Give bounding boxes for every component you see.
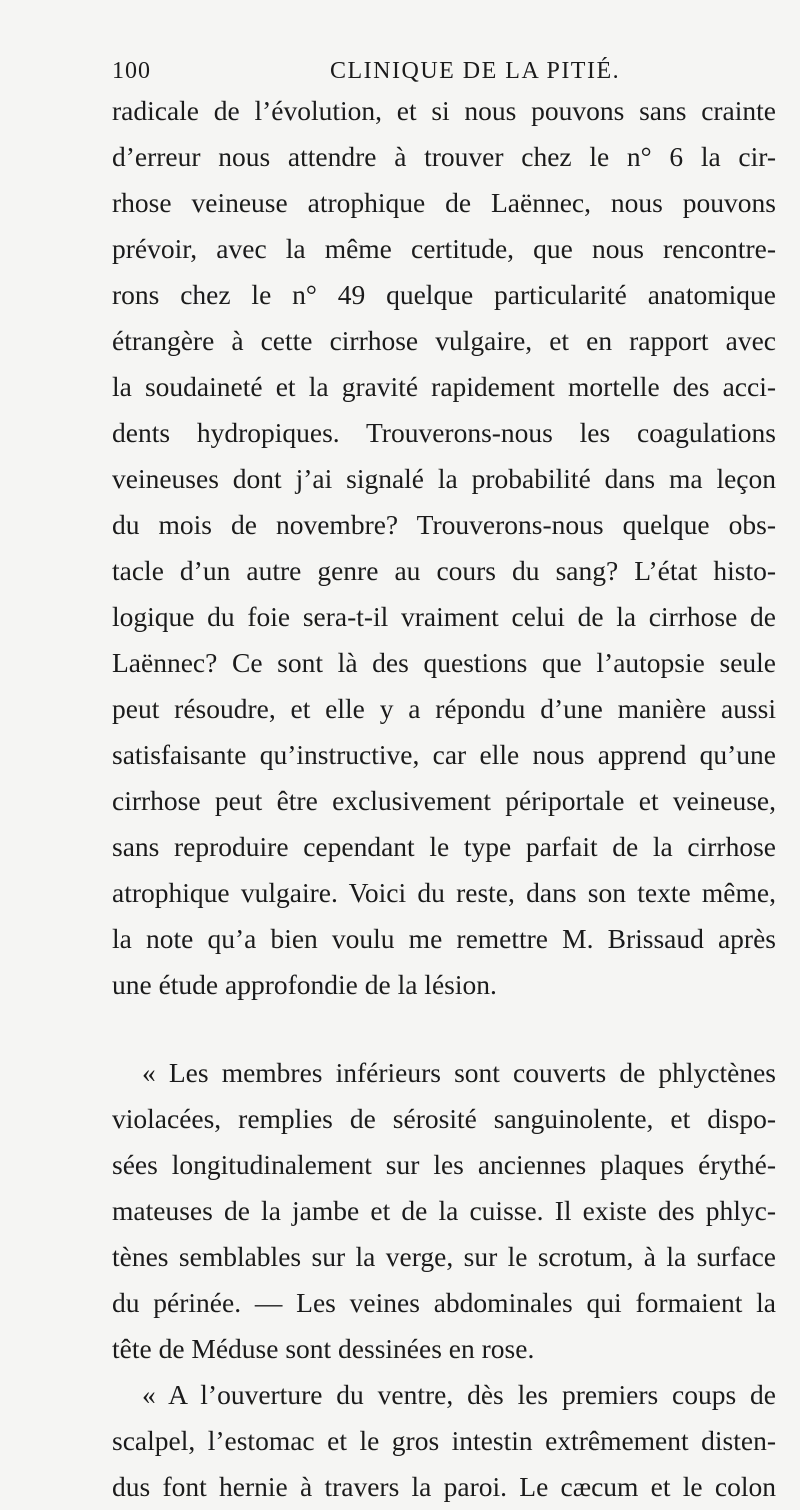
text-line: atrophique vulgaire. Voici du reste, dans son texte même, (112, 877, 776, 908)
text-line: mateuses de la jambe et de la cuisse. Il existe des phlyc- (112, 1195, 776, 1226)
paragraph-3 (112, 1372, 776, 1510)
page-number: 100 (112, 58, 151, 84)
text-line: tacle d’un autre genre au cours du sang? L’état histo- (112, 555, 776, 586)
text-line: violacées, remplies de sérosité sanguinolente, et dispo- (112, 1103, 776, 1134)
text-line: rhose veineuse atrophique de Laënnec, nous pouvons (112, 187, 776, 218)
text-line: dents hydropiques. Trouverons-nous les coagulations (112, 417, 776, 448)
text-line: prévoir, avec la même certitude, que nous rencontre- (112, 233, 776, 264)
text-line: scalpel, l’estomac et le gros intestin extrêmement disten- (112, 1425, 776, 1456)
text-line: sans reproduire cependant le type parfait de la cirrhose (112, 831, 776, 862)
text-line: du périnée. — Les veines abdominales qui formaient la (112, 1287, 776, 1318)
text-line: cirrhose peut être exclusivement périportale et veineuse, (112, 785, 776, 816)
text-line: veineuses dont j’ai signalé la probabilité dans ma leçon (112, 463, 776, 494)
text-line: tête de Méduse sont dessinées en rose. (112, 1333, 535, 1364)
text-line: radicale de l’évolution, et si nous pouvons sans crainte (112, 95, 776, 126)
text-line: rons chez le n° 49 quelque particularité anatomique (112, 279, 776, 310)
paragraph-2 (112, 1050, 776, 1372)
text-line: peut résoudre, et elle y a répondu d’une manière aussi (112, 693, 776, 724)
text-line: dus font hernie à travers la paroi. Le cæcum et le colon (112, 1471, 776, 1502)
text-line: étrangère à cette cirrhose vulgaire, et en rapport avec (112, 325, 776, 356)
paragraph-gap (112, 1008, 776, 1050)
running-title: CLINIQUE DE LA PITIÉ. (330, 58, 621, 84)
text-line: d’erreur nous attendre à trouver chez le n° 6 la cir- (112, 141, 776, 172)
text-line: satisfaisante qu’instructive, car elle nous apprend qu’une (112, 739, 776, 770)
text-line: la soudaineté et la gravité rapidement mortelle des acci- (112, 371, 776, 402)
text-line: tènes semblables sur la verge, sur le scrotum, à la surface (112, 1241, 776, 1272)
text-line: une étude approfondie de la lésion. (112, 969, 497, 1000)
body-text (112, 88, 776, 1510)
text-line: « Les membres inférieurs sont couverts de phlyctènes (142, 1057, 776, 1088)
page-header (112, 58, 772, 90)
text-line: du mois de novembre? Trouverons-nous quelque obs- (112, 509, 776, 540)
paragraph-1 (112, 88, 776, 1008)
text-line: la note qu’a bien voulu me remettre M. Brissaud après (112, 923, 776, 954)
text-line: logique du foie sera-t-il vraiment celui de la cirrhose de (112, 601, 776, 632)
text-line: « A l’ouverture du ventre, dès les premiers coups de (142, 1379, 776, 1410)
text-line: sées longitudinalement sur les anciennes plaques érythé- (112, 1149, 776, 1180)
text-line: Laënnec? Ce sont là des questions que l’autopsie seule (112, 647, 776, 678)
